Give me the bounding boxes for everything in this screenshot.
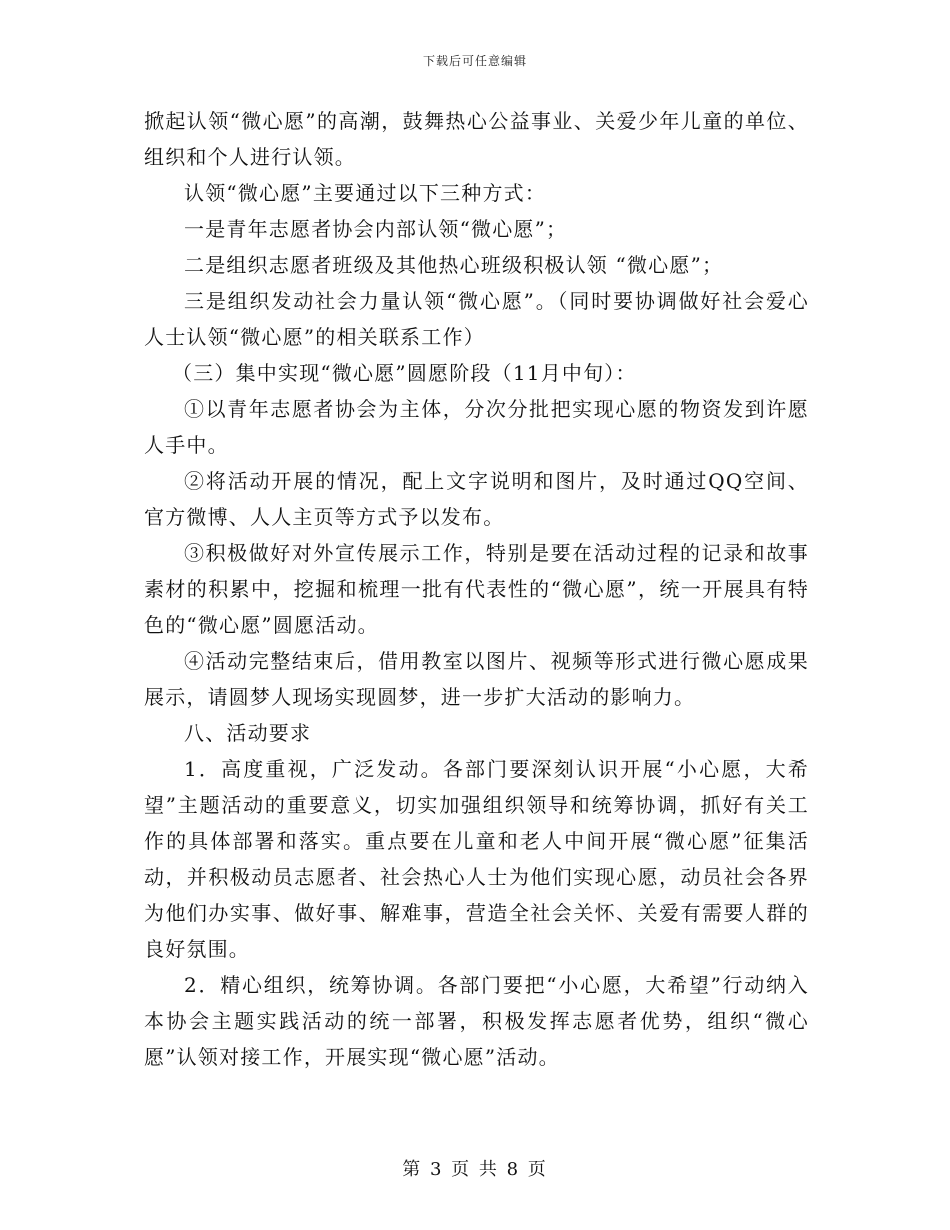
paragraph-method-1: 一是青年志愿者协会内部认领“微心愿”； bbox=[184, 217, 568, 241]
paragraph-step-4: ④活动完整结束后，借用教室以图片、视频等形式进行微心愿成果展示，请圆梦人现场实现圆梦，进一步扩大活动的影响力。 bbox=[144, 649, 809, 709]
section-heading-requirements: 八、活动要求 bbox=[184, 721, 312, 745]
paragraph-step-3: ③积极做好对外宣传展示工作，特别是要在活动过程的记录和故事素材的积累中，挖掘和梳理一批有代表性的“微心愿”，统一开展具有特色的“微心愿”圆愿活动。 bbox=[144, 541, 809, 637]
page-footer: 第 3 页 共 8 页 bbox=[402, 1159, 548, 1180]
paragraph-methods-intro: 认领“微心愿”主要通过以下三种方式： bbox=[184, 181, 547, 205]
paragraph-method-3: 三是组织发动社会力量认领“微心愿”。（同时要协调做好社会爱心人士认领“微心愿”的相关联系工作） bbox=[144, 289, 809, 349]
section-heading-stage-3: （三）集中实现“微心愿”圆愿阶段（11月中旬）： bbox=[172, 361, 637, 385]
paragraph-method-2: 二是组织志愿者班级及其他热心班级积极认领 “微心愿”； bbox=[184, 253, 724, 277]
page-header: 下载后可任意编辑 bbox=[422, 54, 527, 68]
paragraph-continuation: 掀起认领“微心愿”的高潮，鼓舞热心公益事业、关爱少年儿童的单位、组织和个人进行认领。 bbox=[144, 109, 809, 169]
document-body bbox=[144, 103, 809, 1075]
paragraph-requirement-2: 2．精心组织，统筹协调。各部门要把“小心愿，大希望”行动纳入本协会主题实践活动的统一部署，积极发挥志愿者优势，组织“微心愿”认领对接工作，开展实现“微心愿”活动。 bbox=[144, 973, 809, 1069]
paragraph-step-1: ①以青年志愿者协会为主体，分次分批把实现心愿的物资发到许愿人手中。 bbox=[144, 397, 809, 457]
paragraph-requirement-1: 1．高度重视，广泛发动。各部门要深刻认识开展“小心愿，大希望”主题活动的重要意义，切实加强组织领导和统筹协调，抓好有关工作的具体部署和落实。重点要在儿童和老人中间开展“微心愿”征集活动，并积极动员志愿者、社会热心人士为他们实现心愿，动员社会各界为他们办实事、做好事、解难事，营造全社会关怀、关爱有需要人群的良好氛围。 bbox=[144, 757, 809, 961]
paragraph-step-2: ②将活动开展的情况，配上文字说明和图片，及时通过QQ空间、官方微博、人人主页等方式予以发布。 bbox=[144, 469, 809, 529]
